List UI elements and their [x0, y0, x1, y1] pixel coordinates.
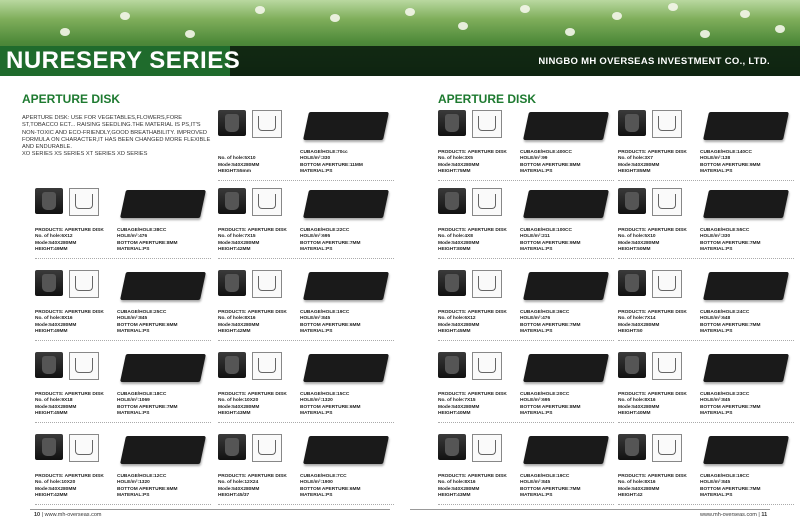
- cell-dimension-sketch: [252, 434, 282, 462]
- spec-right: HOLE/m²:648: [700, 316, 731, 322]
- cell-dimension-sketch: [652, 270, 682, 298]
- spec-left: HEIGHT:49MM: [35, 246, 68, 252]
- spec-right: HOLE/m²:845: [700, 398, 731, 404]
- spec-right: HOLE/m²:330: [700, 234, 731, 240]
- spec-left: Mode:540X280MM: [35, 486, 77, 492]
- tray-photo: [303, 112, 389, 140]
- spec-left: PRODUCTS: APERTURE DISK: [618, 228, 687, 233]
- spec-right: MATERIAL:PS: [117, 246, 150, 252]
- spec-right: HOLE/m²:695: [520, 398, 551, 404]
- spec-left: No. of hole:9X18: [35, 398, 73, 404]
- tray-photo: [703, 190, 789, 218]
- spec-left: No. of hole:4X8: [438, 234, 473, 240]
- row-divider: [218, 180, 394, 181]
- spec-right: CUBAGE/HOLE:70cc: [300, 150, 348, 155]
- spec-right: BOTTOM APERTURE:6MM: [300, 486, 361, 492]
- cell-dimension-sketch: [252, 352, 282, 380]
- spec-right: CUBAGE/HOLE:19CC: [700, 474, 750, 479]
- spec-right: BOTTOM APERTURE:7MM: [117, 404, 178, 410]
- cell-profile-photo: [218, 434, 246, 460]
- series-line: XO SERIES XS SERIES XT SERIES XD SERIES: [22, 151, 148, 158]
- spec-right: BOTTOM APERTURE:9MM: [520, 240, 581, 246]
- footer-left: 10 | www.mh-overseas.com: [34, 512, 102, 518]
- spec-left: Mode:540X280MM: [218, 240, 260, 246]
- cell-dimension-sketch: [69, 270, 99, 298]
- cell-dimension-sketch: [69, 188, 99, 216]
- footer-right: www.mh-overseas.com | 11: [700, 512, 768, 518]
- cell-dimension-sketch: [472, 352, 502, 380]
- spec-right: HOLE/m²:845: [117, 316, 148, 322]
- spec-left: HEIGHT:42MM: [218, 328, 251, 334]
- row-divider: [35, 258, 211, 259]
- row-divider: [618, 340, 794, 341]
- spec-left: PRODUCTS: APERTURE DISK: [35, 474, 104, 479]
- spec-left: PRODUCTS: APERTURE DISK: [618, 150, 687, 155]
- spec-left: Mode:540X280MM: [438, 322, 480, 328]
- spec-table: [218, 392, 394, 417]
- cell-profile-photo: [438, 110, 466, 136]
- spec-left: No. of hole:6X12: [438, 316, 476, 322]
- spec-left: PRODUCTS: APERTURE DISK: [218, 310, 287, 315]
- tray-photo: [523, 436, 609, 464]
- spec-left: PRODUCTS: APERTURE DISK: [438, 474, 507, 479]
- cell-profile-photo: [35, 434, 63, 460]
- spec-left: No. of hole:8X16: [618, 398, 656, 404]
- spec-right: CUBAGE/HOLE:19CC: [520, 474, 570, 479]
- spec-left: Mode:540X280MM: [618, 486, 660, 492]
- spec-left: Mode:540X280MM: [35, 404, 77, 410]
- cell-dimension-sketch: [652, 434, 682, 462]
- spec-left: PRODUCTS: APERTURE DISK: [218, 474, 287, 479]
- spec-left: Mode:540X280MM: [218, 162, 260, 168]
- spec-table: [618, 310, 794, 335]
- spec-left: HEIGHT:42: [618, 492, 643, 498]
- spec-right: CUBAGE/HOLE:7CC: [300, 474, 347, 479]
- spec-left: PRODUCTS: APERTURE DISK: [35, 392, 104, 397]
- cell-profile-photo: [618, 110, 646, 136]
- row-divider: [35, 504, 211, 505]
- spec-right: MATERIAL:PS: [300, 246, 333, 252]
- spec-right: HOLE/m²:695: [300, 234, 331, 240]
- spec-table: [618, 474, 794, 499]
- cell-profile-photo: [618, 434, 646, 460]
- tray-photo: [703, 436, 789, 464]
- spec-right: BOTTOM APERTURE:8MM: [117, 240, 178, 246]
- spec-right: CUBAGE/HOLE:22CC: [300, 228, 350, 233]
- row-divider: [438, 180, 614, 181]
- spec-left: No. of hole:3X5: [438, 156, 473, 162]
- spec-right: BOTTOM APERTURE:6MM: [300, 404, 361, 410]
- spec-left: PRODUCTS: APERTURE DISK: [618, 474, 687, 479]
- spec-right: BOTTOM APERTURE:8MM: [520, 162, 581, 168]
- row-divider: [618, 180, 794, 181]
- row-divider: [618, 422, 794, 423]
- cell-dimension-sketch: [252, 270, 282, 298]
- spec-right: BOTTOM APERTURE:6MM: [117, 486, 178, 492]
- spec-left: PRODUCTS: APERTURE DISK: [438, 150, 507, 155]
- spec-left: PRODUCTS: APERTURE DISK: [35, 310, 104, 315]
- tray-photo: [303, 354, 389, 382]
- spec-right: HOLE/m²:138: [700, 156, 731, 162]
- cell-dimension-sketch: [472, 270, 502, 298]
- spec-right: CUBAGE/HOLE:55CC: [700, 228, 750, 233]
- cell-dimension-sketch: [652, 110, 682, 138]
- spec-table: [35, 228, 211, 253]
- spec-right: MATERIAL:PS: [520, 410, 553, 416]
- spec-left: No. of hole:8X16: [35, 316, 73, 322]
- spec-left: No. of hole:5X10: [618, 234, 656, 240]
- spec-left: No. of hole:3X7: [618, 156, 653, 162]
- spec-table: [618, 392, 794, 417]
- cell-profile-photo: [218, 270, 246, 296]
- cell-profile-photo: [35, 352, 63, 378]
- spec-left: HEIGHT:50: [618, 328, 643, 334]
- cell-profile-photo: [35, 270, 63, 296]
- spec-right: MATERIAL:PS: [520, 328, 553, 334]
- spec-table: [618, 150, 794, 175]
- row-divider: [618, 504, 794, 505]
- spec-left: No. of hole:7X14: [618, 316, 656, 322]
- spec-table: [618, 228, 794, 253]
- spec-right: BOTTOM APERTURE:9MM: [700, 162, 761, 168]
- spec-left: Mode:540X280MM: [438, 162, 480, 168]
- spec-right: MATERIAL:PS: [700, 246, 733, 252]
- spec-left: Mode:540X280MM: [618, 404, 660, 410]
- footer-url-right: www.mh-overseas.com: [700, 512, 757, 518]
- spec-left: Mode:540X280MM: [618, 322, 660, 328]
- spec-table: [218, 474, 394, 499]
- cell-dimension-sketch: [652, 188, 682, 216]
- spec-right: BOTTOM APERTURE:6MM: [300, 322, 361, 328]
- footer-rule-left: [30, 509, 390, 510]
- spec-left: Mode:540X280MM: [218, 486, 260, 492]
- tray-photo: [703, 112, 789, 140]
- series-title: NURESERY SERIES: [6, 47, 241, 74]
- spec-left: PRODUCTS: APERTURE DISK: [218, 392, 287, 397]
- spec-right: HOLE/m²:99: [520, 156, 548, 162]
- tray-photo: [120, 354, 206, 382]
- spec-table: [438, 392, 614, 417]
- tray-photo: [120, 272, 206, 300]
- spec-table: [438, 474, 614, 499]
- spec-right: BOTTOM APERTURE:7MM: [300, 240, 361, 246]
- spec-left: PRODUCTS: APERTURE DISK: [35, 228, 104, 233]
- spec-right: BOTTOM APERTURE:11MM: [300, 162, 363, 168]
- spec-left: HEIGHT:55mm: [218, 168, 252, 174]
- spec-table: [35, 310, 211, 335]
- spec-right: BOTTOM APERTURE:7MM: [520, 322, 581, 328]
- spec-right: CUBAGE/HOLE:25CC: [117, 310, 167, 315]
- spec-left: PRODUCTS: APERTURE DISK: [618, 310, 687, 315]
- spec-right: MATERIAL:PS: [300, 168, 333, 174]
- spec-left: Mode:540X280MM: [35, 322, 77, 328]
- spec-right: CUBAGE/HOLE:20CC: [520, 392, 570, 397]
- spec-right: BOTTOM APERTURE:8MM: [520, 404, 581, 410]
- footer-rule-right: [410, 509, 770, 510]
- spec-right: HOLE/m²:1320: [117, 480, 150, 486]
- left-section-title: APERTURE DISK: [22, 92, 121, 106]
- cell-dimension-sketch: [252, 110, 282, 138]
- cell-profile-photo: [618, 352, 646, 378]
- spec-left: Mode:540X280MM: [35, 240, 77, 246]
- company-name: NINGBO MH OVERSEAS INVESTMENT CO., LTD.: [538, 56, 770, 67]
- spec-left: No. of hole:7X15: [218, 234, 256, 240]
- row-divider: [218, 422, 394, 423]
- spec-right: CUBAGE/HOLE:100CC: [520, 228, 572, 233]
- spec-right: HOLE/m²:845: [520, 480, 551, 486]
- spec-table: [218, 228, 394, 253]
- spec-left: HEIGHT:75MM: [438, 168, 471, 174]
- spec-right: MATERIAL:PS: [700, 410, 733, 416]
- spec-left: No. of hole:8X16: [438, 480, 476, 486]
- spec-left: HEIGHT:45/37: [218, 492, 250, 498]
- spec-right: HOLE/m²:476: [520, 316, 551, 322]
- spec-left: HEIGHT:42MM: [35, 492, 68, 498]
- spec-left: Mode:540X280MM: [618, 240, 660, 246]
- tray-photo: [703, 354, 789, 382]
- spec-left: No. of hole:7X15: [438, 398, 476, 404]
- right-section-title: APERTURE DISK: [438, 92, 537, 106]
- spec-right: CUBAGE/HOLE:24CC: [700, 310, 750, 315]
- spec-right: MATERIAL:PS: [300, 328, 333, 334]
- spec-right: MATERIAL:PS: [300, 492, 333, 498]
- spec-table: [438, 310, 614, 335]
- cell-profile-photo: [618, 188, 646, 214]
- tray-photo: [303, 272, 389, 300]
- spec-right: HOLE/m²:330: [300, 156, 331, 162]
- tray-photo: [523, 354, 609, 382]
- spec-right: BOTTOM APERTURE:7MM: [700, 322, 761, 328]
- intro-text: [22, 115, 212, 159]
- spec-left: PRODUCTS: APERTURE DISK: [438, 392, 507, 397]
- spec-left: Mode:540X280MM: [438, 404, 480, 410]
- spec-left: No. of hole:8X16: [218, 316, 256, 322]
- row-divider: [218, 340, 394, 341]
- spec-right: MATERIAL:PS: [300, 410, 333, 416]
- row-divider: [438, 422, 614, 423]
- spec-left: HEIGHT:45MM: [35, 410, 68, 416]
- cell-profile-photo: [218, 110, 246, 136]
- row-divider: [618, 258, 794, 259]
- intro-paragraph: APERTURE DISK: USE FOR VEGETABLES,FLOWERS,FORE ST,TOBACCO ECT... RAISING SEEDLING.THE MATERIAL IS PS,IT'S NON-TOXIC AND ECO-FRIENDLY,GOOD BREATHABILITY. IMPROVED FORMULA ON CHARACTER,IT HAS BEEN CHANGED MORE FLEXIBLE AND ENDURABLE.: [22, 115, 211, 151]
- cell-dimension-sketch: [69, 352, 99, 380]
- spec-right: HOLE/m²:1320: [300, 398, 333, 404]
- tray-photo: [120, 190, 206, 218]
- tray-photo: [120, 436, 206, 464]
- spec-right: CUBAGE/HOLE:36CC: [520, 310, 570, 315]
- cell-profile-photo: [438, 270, 466, 296]
- spec-left: No. of hole:10X20: [218, 398, 259, 404]
- spec-right: MATERIAL:PS: [117, 328, 150, 334]
- spec-right: CUBAGE/HOLE:23CC: [700, 392, 750, 397]
- spec-left: HEIGHT:50MM: [618, 246, 651, 252]
- spec-right: MATERIAL:PS: [117, 410, 150, 416]
- spec-right: CUBAGE/HOLE:15CC: [300, 392, 350, 397]
- spec-left: HEIGHT:49MM: [35, 328, 68, 334]
- spec-left: HEIGHT:80MM: [438, 246, 471, 252]
- tray-photo: [303, 190, 389, 218]
- spec-right: HOLE/m²:476: [117, 234, 148, 240]
- spec-right: MATERIAL:PS: [700, 168, 733, 174]
- spec-right: CUBAGE/HOLE:18CC: [117, 392, 167, 397]
- spec-left: HEIGHT:43MM: [218, 410, 251, 416]
- page-number-right: 11: [761, 512, 768, 518]
- cell-dimension-sketch: [69, 434, 99, 462]
- spec-right: MATERIAL:PS: [700, 328, 733, 334]
- spec-table: [35, 474, 211, 499]
- spec-left: No. of hole:5X10: [218, 156, 256, 162]
- tray-photo: [703, 272, 789, 300]
- spec-left: Mode:540X280MM: [218, 404, 260, 410]
- cell-dimension-sketch: [652, 352, 682, 380]
- cell-dimension-sketch: [472, 188, 502, 216]
- tray-photo: [523, 272, 609, 300]
- footer-url-left: www.mh-overseas.com: [44, 512, 102, 518]
- tray-photo: [523, 190, 609, 218]
- spec-right: HOLE/m²:1069: [117, 398, 150, 404]
- spec-right: MATERIAL:PS: [520, 168, 553, 174]
- row-divider: [218, 504, 394, 505]
- spec-left: PRODUCTS: APERTURE DISK: [218, 228, 287, 233]
- spec-left: PRODUCTS: APERTURE DISK: [438, 310, 507, 315]
- cell-dimension-sketch: [472, 110, 502, 138]
- spec-left: HEIGHT:43MM: [438, 492, 471, 498]
- spec-right: MATERIAL:PS: [117, 492, 150, 498]
- row-divider: [438, 504, 614, 505]
- spec-right: HOLE/m²:845: [300, 316, 331, 322]
- spec-left: HEIGHT:40MM: [438, 410, 471, 416]
- cell-profile-photo: [438, 434, 466, 460]
- spec-left: No. of hole:12X24: [218, 480, 259, 486]
- cell-profile-photo: [218, 188, 246, 214]
- cell-profile-photo: [218, 352, 246, 378]
- row-divider: [35, 422, 211, 423]
- spec-table: [35, 392, 211, 417]
- spec-right: HOLE/m²:845: [700, 480, 731, 486]
- spec-right: CUBAGE/HOLE:400CC: [520, 150, 572, 155]
- page-number-left: 10: [34, 512, 41, 518]
- spec-right: BOTTOM APERTURE:7MM: [700, 404, 761, 410]
- row-divider: [35, 340, 211, 341]
- spec-left: HEIGHT:42MM: [218, 246, 251, 252]
- spec-right: MATERIAL:PS: [520, 492, 553, 498]
- spec-left: Mode:540X280MM: [438, 240, 480, 246]
- cell-dimension-sketch: [252, 188, 282, 216]
- spec-left: PRODUCTS: APERTURE DISK: [438, 228, 507, 233]
- spec-left: Mode:540X280MM: [218, 322, 260, 328]
- spec-right: BOTTOM APERTURE:6MM: [117, 322, 178, 328]
- spec-table: [218, 310, 394, 335]
- cell-profile-photo: [618, 270, 646, 296]
- spec-left: Mode:540X280MM: [438, 486, 480, 492]
- spec-table: [438, 150, 614, 175]
- row-divider: [218, 258, 394, 259]
- row-divider: [438, 258, 614, 259]
- spec-right: MATERIAL:PS: [520, 246, 553, 252]
- spec-left: HEIGHT:85MM: [618, 168, 651, 174]
- spec-right: MATERIAL:PS: [700, 492, 733, 498]
- spec-right: CUBAGE/HOLE:140CC: [700, 150, 752, 155]
- spec-right: BOTTOM APERTURE:7MM: [700, 486, 761, 492]
- spec-left: No. of hole:6X12: [35, 234, 73, 240]
- spec-right: CUBAGE/HOLE:38CC: [117, 228, 167, 233]
- spec-right: HOLE/m²:1900: [300, 480, 333, 486]
- cell-profile-photo: [35, 188, 63, 214]
- spec-left: HEIGHT:40MM: [618, 410, 651, 416]
- spec-right: CUBAGE/HOLE:19CC: [300, 310, 350, 315]
- cell-profile-photo: [438, 352, 466, 378]
- spec-table: [218, 150, 394, 175]
- spec-right: BOTTOM APERTURE:7MM: [520, 486, 581, 492]
- spec-left: HEIGHT:45MM: [438, 328, 471, 334]
- cell-dimension-sketch: [472, 434, 502, 462]
- spec-left: No. of hole:8X16: [618, 480, 656, 486]
- spec-right: HOLE/m²:211: [520, 234, 550, 240]
- row-divider: [438, 340, 614, 341]
- spec-left: Mode:540X280MM: [618, 162, 660, 168]
- spec-table: [438, 228, 614, 253]
- tray-photo: [523, 112, 609, 140]
- spec-right: BOTTOM APERTURE:7MM: [700, 240, 761, 246]
- spec-left: PRODUCTS: APERTURE DISK: [618, 392, 687, 397]
- cell-profile-photo: [438, 188, 466, 214]
- spec-right: CUBAGE/HOLE:12CC: [117, 474, 167, 479]
- tray-photo: [303, 436, 389, 464]
- spec-left: No. of hole:10X20: [35, 480, 76, 486]
